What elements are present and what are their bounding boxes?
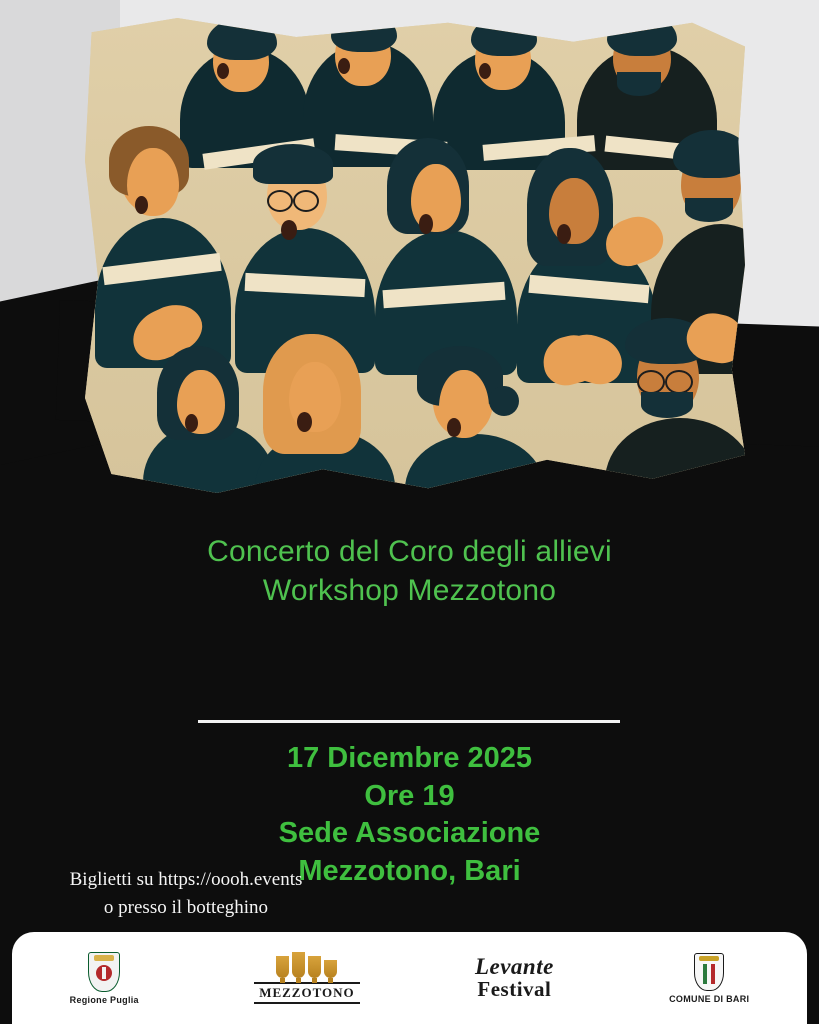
wine-glasses-icon bbox=[276, 952, 337, 978]
puglia-shield-icon bbox=[88, 952, 120, 992]
choir-illustration bbox=[85, 18, 745, 493]
levante-line-1: Levante bbox=[474, 954, 554, 979]
regione-puglia-caption: Regione Puglia bbox=[69, 994, 139, 1005]
levante-line-2: Festival bbox=[477, 977, 552, 1001]
comune-di-bari-caption: COMUNE DI BARI bbox=[669, 993, 750, 1004]
tickets-line-2: o presso il botteghino bbox=[103, 896, 269, 918]
mezzotono-caption: MEZZOTONO bbox=[254, 982, 359, 1004]
event-time: Ore 19 bbox=[364, 779, 455, 812]
tickets-line-1[interactable]: Biglietti su https://oooh.events bbox=[69, 869, 303, 890]
event-venue-line-2: Mezzotono, Bari bbox=[298, 855, 521, 888]
bari-shield-icon bbox=[694, 953, 724, 991]
sponsor-footer bbox=[12, 932, 807, 1024]
tickets-info bbox=[36, 866, 336, 921]
mezzotono-logo bbox=[254, 952, 359, 1004]
event-venue-line-1: Sede Associazione bbox=[278, 817, 541, 850]
title-line-2: Workshop Mezzotono bbox=[262, 574, 557, 607]
levante-festival-logo bbox=[475, 954, 554, 1002]
title-line-1: Concerto del Coro degli allievi bbox=[207, 535, 612, 568]
comune-di-bari-logo bbox=[669, 953, 749, 1004]
regione-puglia-logo bbox=[70, 952, 139, 1005]
divider bbox=[198, 720, 620, 723]
page-title bbox=[0, 532, 819, 610]
event-date: 17 Dicembre 2025 bbox=[286, 742, 533, 774]
